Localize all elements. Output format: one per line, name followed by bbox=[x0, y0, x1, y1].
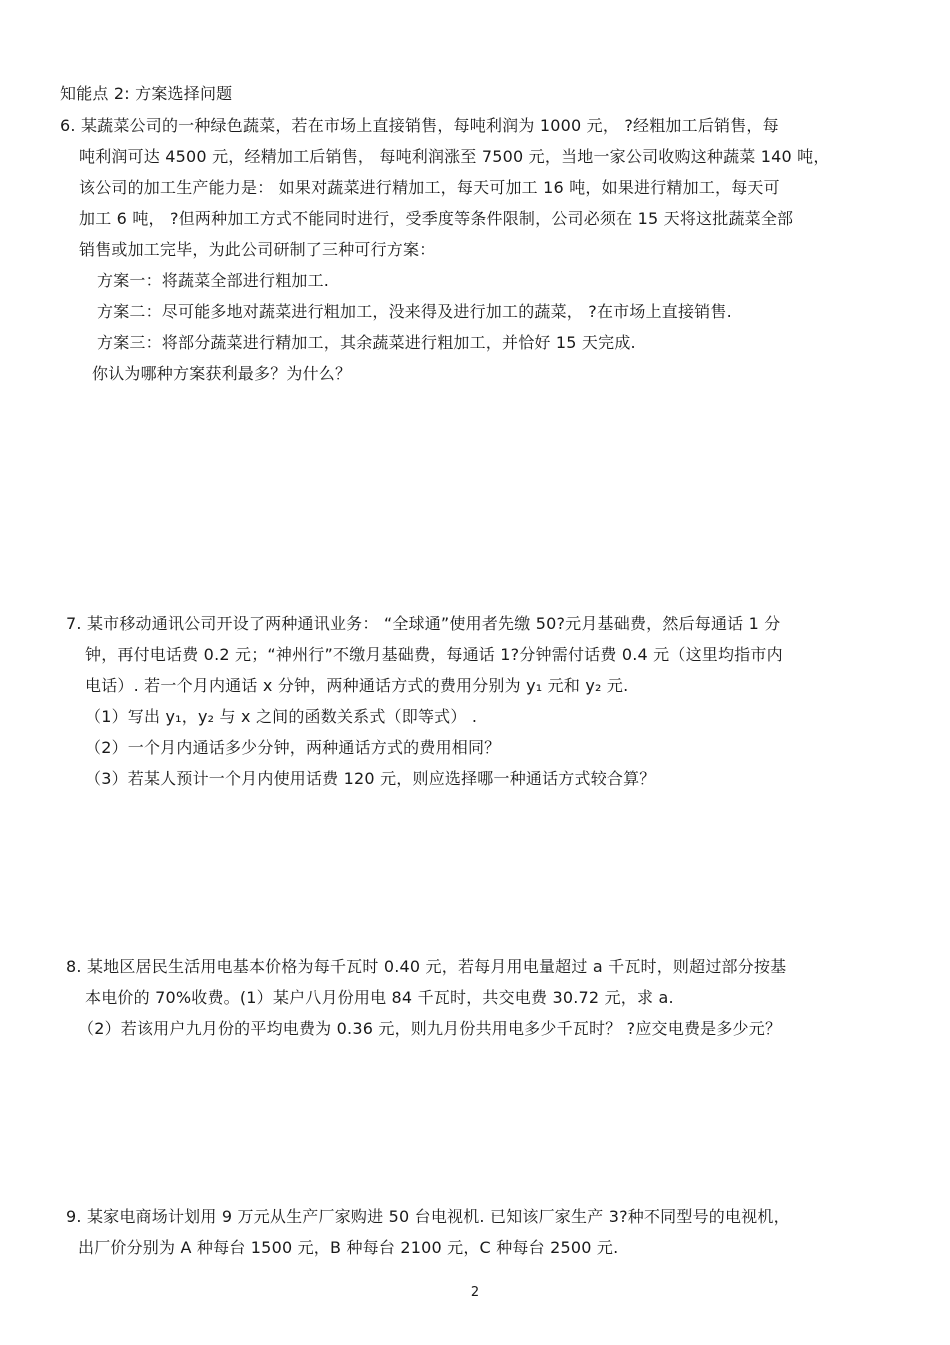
question-6-line-5: 销售或加工完毕，为此公司研制了三种可行方案： bbox=[79, 240, 436, 259]
question-8-part-2: （2）若该用户九月份的平均电费为 0.36 元，则九月份共用电多少千瓦时？ ?应交电费是多少元？ bbox=[78, 1019, 782, 1038]
section-heading: 知能点 2: 方案选择问题 bbox=[60, 84, 233, 103]
question-6-plan-3: 方案三：将部分蔬菜进行精加工，其余蔬菜进行粗加工，并恰好 15 天完成. bbox=[97, 333, 636, 352]
question-9-line-1: 9. 某家电商场计划用 9 万元从生产厂家购进 50 台电视机. 已知该厂家生产 3?种不同型号的电视机， bbox=[66, 1207, 790, 1226]
question-7-line-1: 7. 某市移动通讯公司开设了两种通讯业务： “全球通”使用者先缴 50?元月基础费，然后每通话 1 分 bbox=[66, 614, 781, 633]
question-6-prompt: 你认为哪种方案获利最多？为什么？ bbox=[92, 364, 352, 383]
question-6-line-1: 6. 某蔬菜公司的一种绿色蔬菜，若在市场上直接销售，每吨利润为 1000 元， ?经粗加工后销售，每 bbox=[60, 116, 779, 135]
question-7-line-3: 电话）. 若一个月内通话 x 分钟，两种通话方式的费用分别为 y₁ 元和 y₂ 元. bbox=[85, 676, 629, 695]
question-9-line-2: 出厂价分别为 A 种每台 1500 元，B 种每台 2100 元，C 种每台 2500 元. bbox=[78, 1238, 619, 1257]
question-7-line-2: 钟，再付电话费 0.2 元；“神州行”不缴月基础费，每通话 1?分钟需付话费 0.4 元（这里均指市内 bbox=[85, 645, 783, 664]
question-7-part-1: （1）写出 y₁，y₂ 与 x 之间的函数关系式（即等式） . bbox=[85, 707, 478, 726]
question-8-line-2: 本电价的 70%收费。(1）某户八月份用电 84 千瓦时，共交电费 30.72 元，求 a. bbox=[85, 988, 674, 1007]
question-6-plan-1: 方案一：将蔬菜全部进行粗加工. bbox=[97, 271, 330, 290]
question-6-line-3: 该公司的加工生产能力是： 如果对蔬菜进行精加工，每天可加工 16 吨，如果进行精加工，每天可 bbox=[79, 178, 780, 197]
page-number: 2 bbox=[470, 1285, 480, 1300]
question-7-part-3: （3）若某人预计一个月内使用话费 120 元，则应选择哪一种通话方式较合算？ bbox=[85, 769, 656, 788]
question-6-line-4: 加工 6 吨， ?但两种加工方式不能同时进行，受季度等条件限制，公司必须在 15 天将这批蔬菜全部 bbox=[79, 209, 794, 228]
question-6-line-2: 吨利润可达 4500 元，经精加工后销售， 每吨利润涨至 7500 元，当地一家公司收购这种蔬菜 140 吨， bbox=[79, 147, 830, 166]
question-7-part-2: （2）一个月内通话多少分钟，两种通话方式的费用相同？ bbox=[85, 738, 501, 757]
question-6-plan-2: 方案二：尽可能多地对蔬菜进行粗加工，没来得及进行加工的蔬菜， ?在市场上直接销售. bbox=[97, 302, 732, 321]
question-8-line-1: 8. 某地区居民生活用电基本价格为每千瓦时 0.40 元，若每月用电量超过 a 千瓦时，则超过部分按基 bbox=[66, 957, 787, 976]
